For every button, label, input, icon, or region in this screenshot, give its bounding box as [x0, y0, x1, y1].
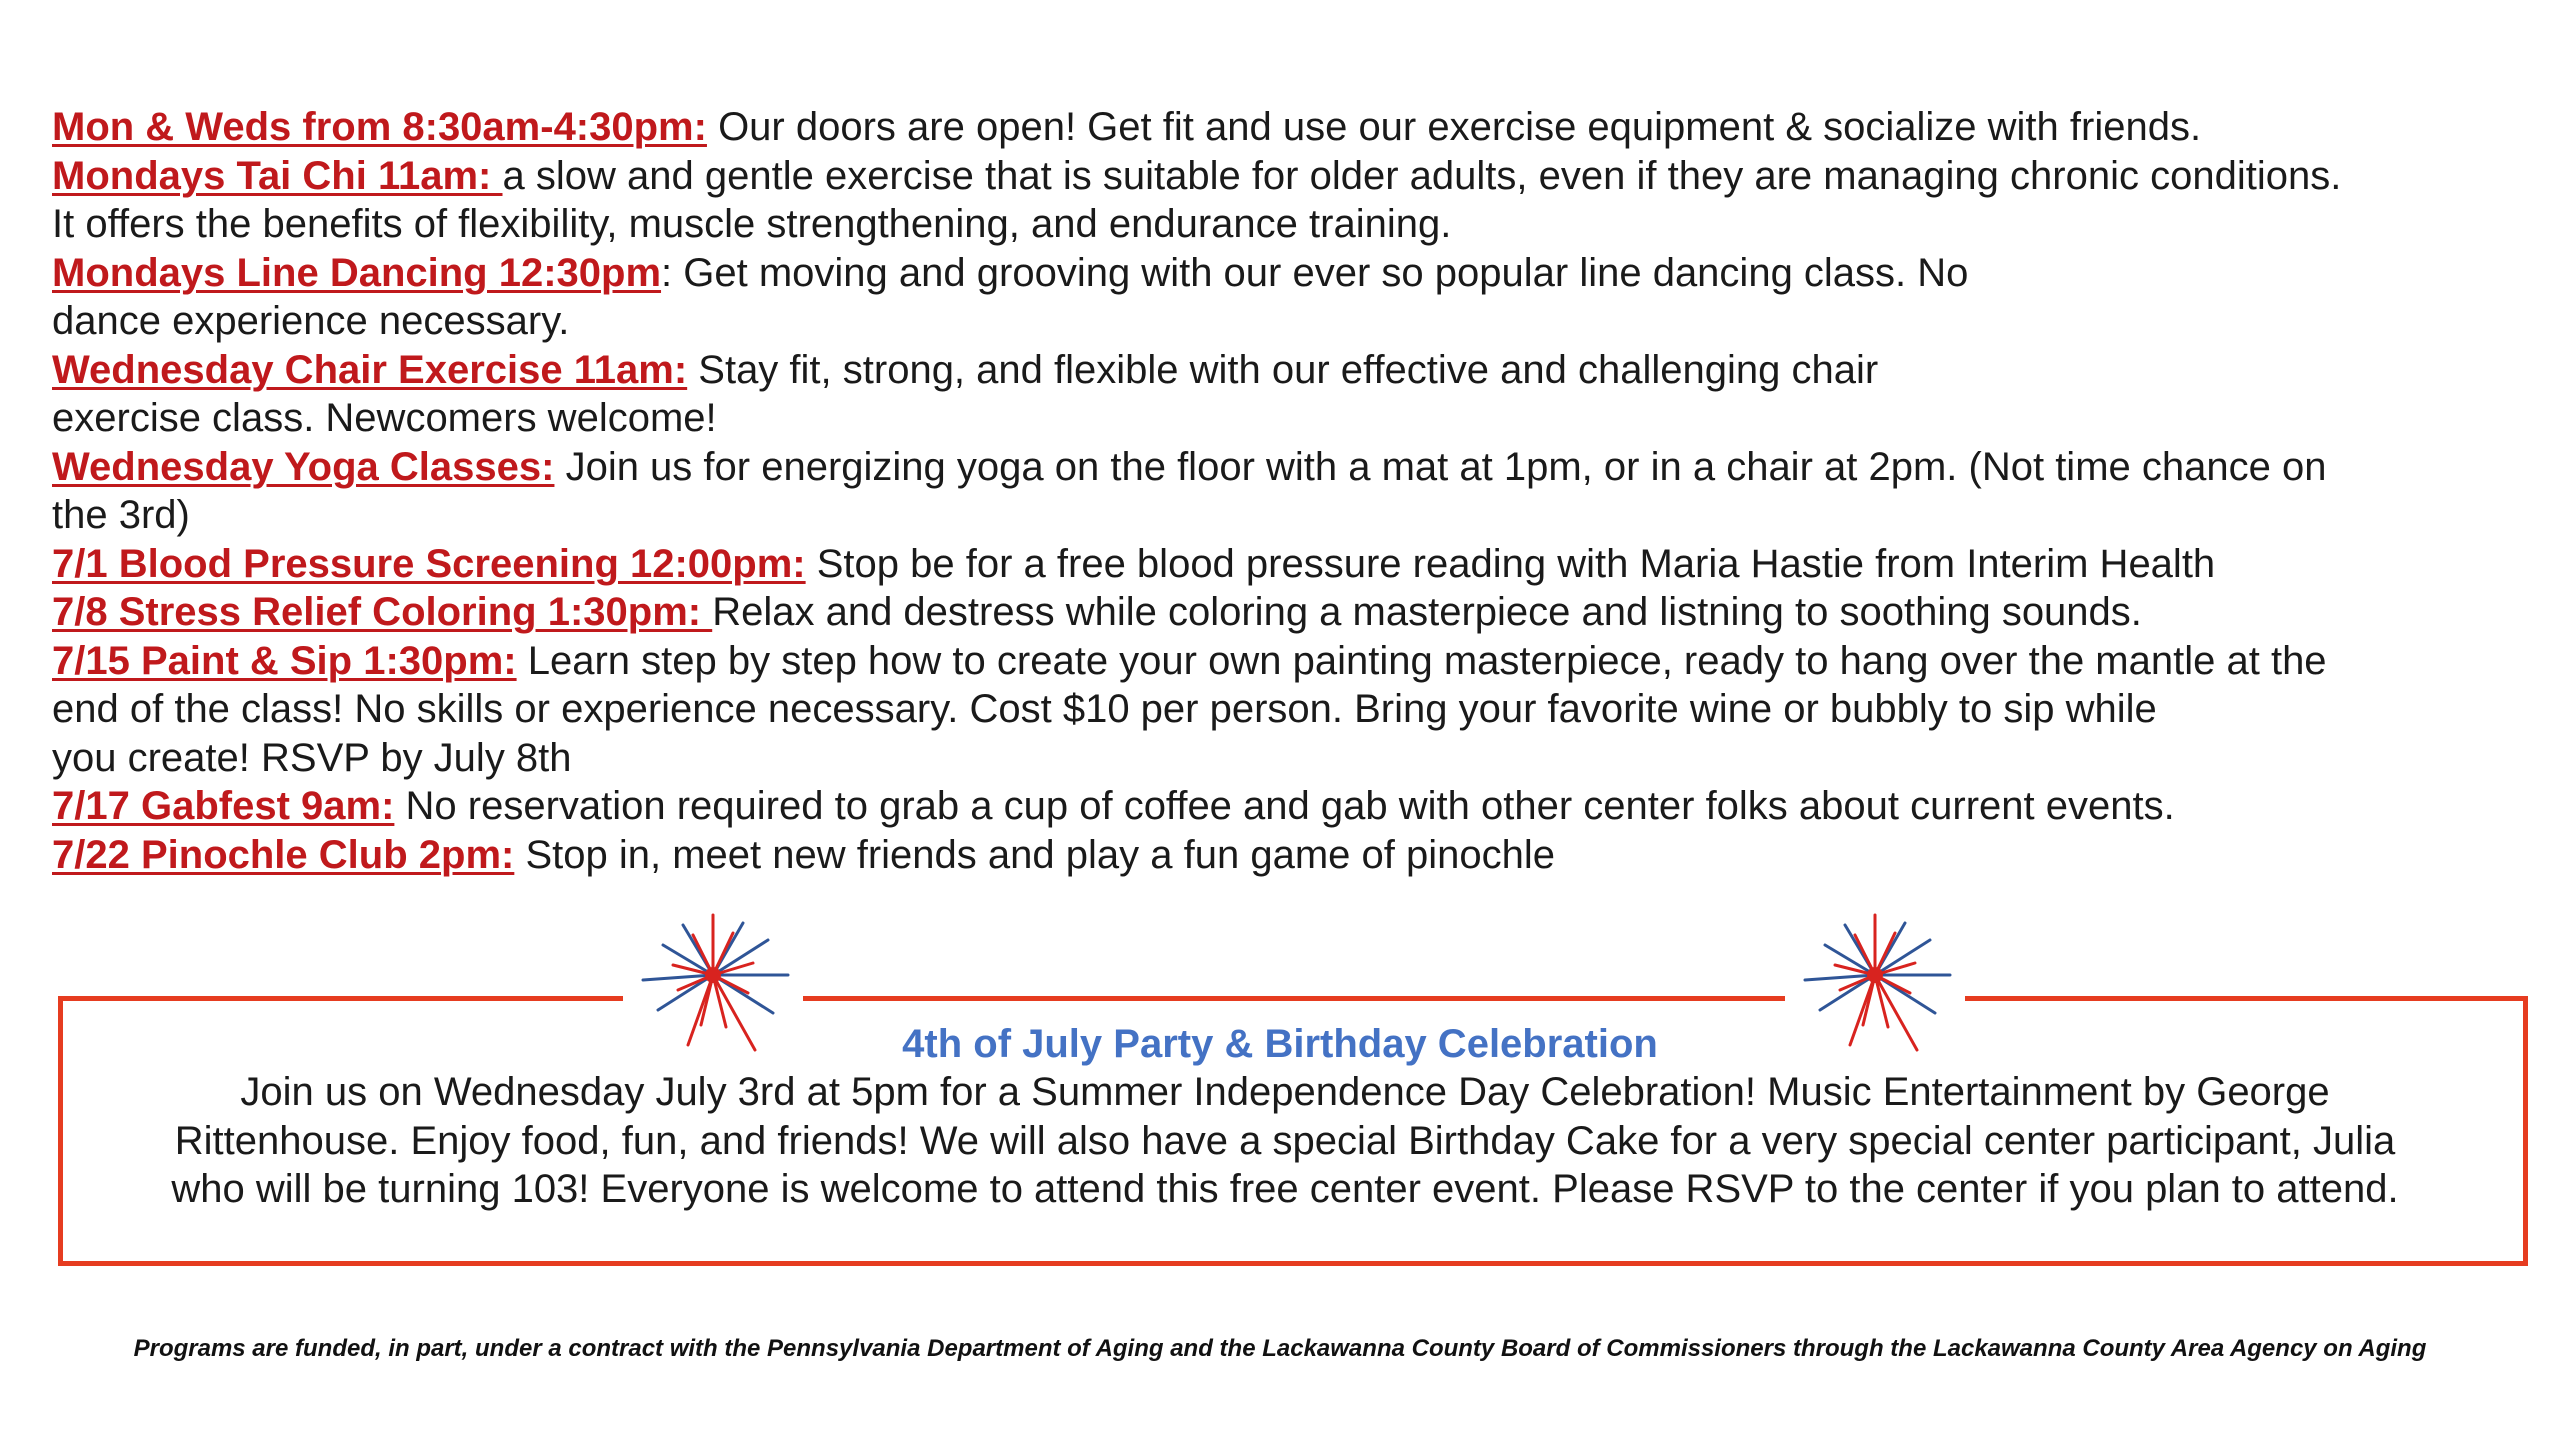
party-title: 4th of July Party & Birthday Celebration [902, 1022, 1658, 1066]
schedule-item-heading: 7/1 Blood Pressure Screening 12:00pm: [52, 541, 806, 586]
party-description-line: Rittenhouse. Enjoy food, fun, and friends! We will also have a special Birthday Cake for a very special center participant, Julia [174, 1118, 2396, 1163]
schedule-item-open-hours [52, 103, 2532, 152]
funding-footer: Programs are funded, in part, under a contract with the Pennsylvania Department of Aging and the Lackawanna County Board of Commissioners through the Lackawanna County Area Agency on Aging [133, 1335, 2427, 1362]
party-description-line: who will be turning 103! Everyone is welcome to attend this free center event. Please RSVP to the center if you plan to attend. [171, 1167, 2399, 1211]
schedule-item-gabfest [52, 782, 2532, 831]
schedule-item-text: Relax and destress while coloring a masterpiece and listning to soothing sounds. [712, 590, 2142, 634]
schedule-item-text: : Get moving and grooving with our ever so popular line dancing class. No [661, 250, 1969, 295]
schedule-item-text: a slow and gentle exercise that is suitable for older adults, even if they are managing chronic conditions. [502, 153, 2342, 198]
schedule-item-text-continued: you create! RSVP by July 8th [52, 735, 572, 780]
schedule-item-paint-sip [52, 637, 2532, 783]
schedule-item-text-continued: exercise class. Newcomers welcome! [52, 396, 717, 440]
schedule-item-heading: Mon & Weds from 8:30am-4:30pm: [52, 105, 707, 149]
party-description [70, 1068, 2500, 1214]
schedule-item-heading: Wednesday Chair Exercise 11am: [52, 347, 688, 392]
schedule-item-blood-pressure [52, 540, 2532, 589]
schedule-item-text: Stop be for a free blood pressure reading with Maria Hastie from Interim Health [805, 541, 2216, 586]
schedule-item-text: Learn step by step how to create your own painting masterpiece, ready to hang over the mantle at the [516, 638, 2327, 683]
schedule-item-heading: 7/8 Stress Relief Coloring 1:30pm: [52, 590, 713, 634]
schedule-item-heading: 7/22 Pinochle Club 2pm: [52, 832, 515, 877]
schedule-item-pinochle [52, 831, 2532, 880]
schedule-item-stress-relief [52, 588, 2532, 637]
schedule-item-tai-chi [52, 152, 2532, 249]
schedule-item-heading: Mondays Line Dancing 12:30pm [52, 250, 662, 295]
schedule-item-text-continued: end of the class! No skills or experience necessary. Cost $10 per person. Bring your favorite wine or bubbly to sip while [52, 687, 2157, 731]
schedule-item-text: Join us for energizing yoga on the floor with a mat at 1pm, or in a chair at 2pm. (Not time chance on [554, 444, 2327, 489]
schedule-item-heading: 7/15 Paint & Sip 1:30pm: [52, 638, 517, 683]
schedule-item-text: Our doors are open! Get fit and use our exercise equipment & socialize with friends. [706, 105, 2202, 149]
schedule-item-heading: 7/17 Gabfest 9am: [52, 784, 395, 828]
schedule-item-text-continued: the 3rd) [52, 493, 190, 537]
schedule-item-line-dancing [52, 249, 2532, 346]
schedule-item-text-continued: It offers the benefits of flexibility, muscle strengthening, and endurance training. [52, 202, 1452, 246]
schedule-item-heading: Mondays Tai Chi 11am: [52, 153, 503, 198]
schedule-item-text: No reservation required to grab a cup of coffee and gab with other center folks about current events. [394, 784, 2175, 828]
schedule-item-yoga [52, 443, 2532, 540]
schedule-item-text: Stay fit, strong, and flexible with our effective and challenging chair [687, 347, 1879, 392]
schedule-item-text: Stop in, meet new friends and play a fun game of pinochle [514, 832, 1555, 877]
schedule-item-chair-exercise [52, 346, 2532, 443]
schedule-item-heading: Wednesday Yoga Classes: [52, 444, 555, 489]
schedule-item-text-continued: dance experience necessary. [52, 299, 570, 343]
program-schedule [52, 103, 2532, 879]
party-description-line: Join us on Wednesday July 3rd at 5pm for a Summer Independence Day Celebration! Music Entertainment by George [240, 1070, 2330, 1114]
